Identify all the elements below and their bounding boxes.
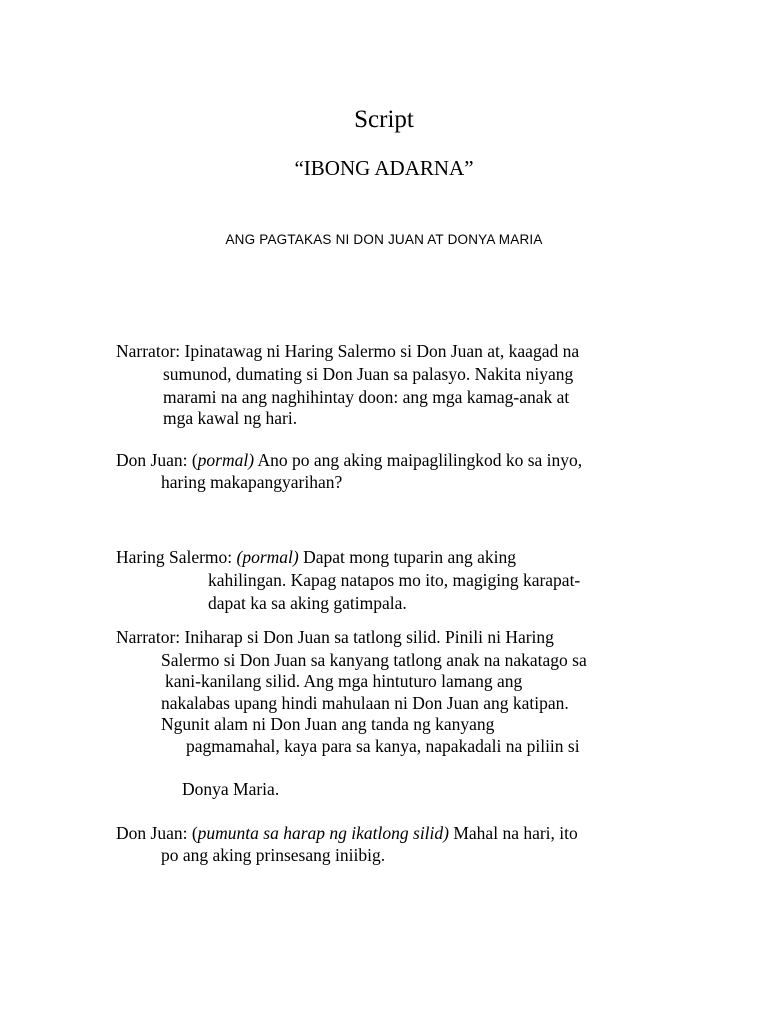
dialogue-line: pagmamahal, kaya para sa kanya, napakadali na piliin si xyxy=(186,736,580,756)
dialogue-line: Narrator: Iniharap si Don Juan sa tatlong silid. Pinili ni Haring xyxy=(116,627,554,647)
dialogue-line: dapat ka sa aking gatimpala. xyxy=(208,593,407,613)
dialogue-line: Narrator: Ipinatawag ni Haring Salermo si Don Juan at, kaagad na xyxy=(116,341,580,361)
dialogue-line: nakalabas upang hindi mahulaan ni Don Juan ang katipan. xyxy=(161,693,569,713)
dialogue-line: haring makapangyarihan? xyxy=(161,472,343,492)
script-title: Script xyxy=(354,106,414,133)
dialogue-text: Dapat mong tuparin ang aking xyxy=(298,547,516,567)
dialogue-line xyxy=(116,822,578,844)
dialogue-line: po ang aking prinsesang iniibig. xyxy=(161,845,386,865)
dialogue-line: marami na ang naghihintay doon: ang mga kamag-anak at xyxy=(163,387,570,407)
stage-direction: (pormal) xyxy=(236,547,299,567)
dialogue-line: Ngunit alam ni Don Juan ang tanda ng kanyang xyxy=(161,714,495,734)
scene-heading: ANG PAGTAKAS NI DON JUAN AT DONYA MARIA xyxy=(225,232,543,247)
dialogue-line: sumunod, dumating si Don Juan sa palasyo. Nakita niyang xyxy=(163,364,574,384)
dialogue-text: Mahal na hari, ito xyxy=(448,823,578,843)
dialogue-line: kani-kanilang silid. Ang mga hintuturo lamang ang xyxy=(165,671,523,691)
dialogue-line: kahilingan. Kapag natapos mo ito, magiging karapat- xyxy=(208,570,581,590)
speaker-label: Haring Salermo: xyxy=(116,547,237,567)
dialogue-line: Donya Maria. xyxy=(182,779,280,799)
play-title: “IBONG ADARNA” xyxy=(294,156,474,180)
dialogue-line: Salermo si Don Juan sa kanyang tatlong anak na nakatago sa xyxy=(161,650,587,670)
stage-direction: pumunta sa harap ng ikatlong silid) xyxy=(197,823,449,843)
dialogue-line xyxy=(116,449,582,471)
dialogue-line xyxy=(116,546,516,568)
dialogue-text: Ano po ang aking maipaglilingkod ko sa inyo, xyxy=(254,450,583,470)
stage-direction: pormal) xyxy=(197,450,255,470)
dialogue-line: mga kawal ng hari. xyxy=(163,408,298,428)
speaker-label: Don Juan: ( xyxy=(116,823,198,843)
speaker-label: Don Juan: ( xyxy=(116,450,198,470)
